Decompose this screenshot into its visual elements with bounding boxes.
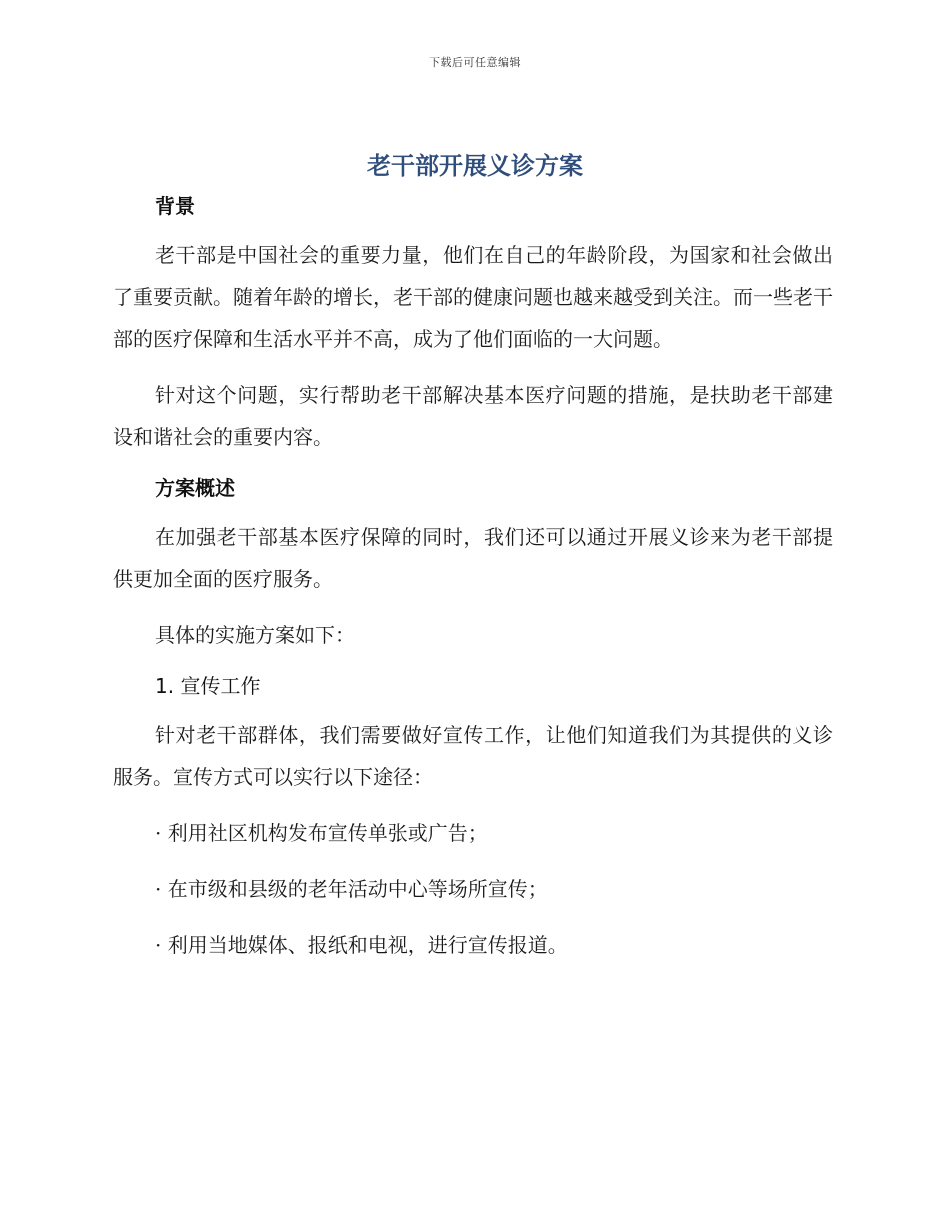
list-item: · 利用当地媒体、报纸和电视，进行宣传报道。 — [155, 933, 568, 957]
paragraph: 在加强老干部基本医疗保障的同时，我们还可以通过开展义诊来为老干部提供更加全面的医疗服务。 — [113, 525, 833, 591]
document-body — [113, 190, 833, 980]
section-heading-publicity: 1. 宣传工作 — [155, 674, 261, 698]
paragraph: 针对这个问题，实行帮助老干部解决基本医疗问题的措施，是扶助老干部建设和谐社会的重要内容。 — [113, 383, 833, 449]
paragraph: 老干部是中国社会的重要力量，他们在自己的年龄阶段，为国家和社会做出了重要贡献。随着年龄的增长，老干部的健康问题也越来越受到关注。而一些老干部的医疗保障和生活水平并不高，成为了他们面临的一大问题。 — [113, 243, 833, 351]
list-item: · 在市级和县级的老年活动中心等场所宣传； — [155, 877, 548, 901]
document-title: 老干部开展义诊方案 — [367, 152, 583, 180]
paragraph: 针对老干部群体，我们需要做好宣传工作，让他们知道我们为其提供的义诊服务。宣传方式可以实行以下途径： — [113, 723, 833, 789]
paragraph: 具体的实施方案如下： — [155, 623, 355, 647]
section-heading-background: 背景 — [155, 194, 195, 218]
page-header-note: 下载后可任意编辑 — [429, 56, 521, 69]
section-heading-overview: 方案概述 — [155, 476, 235, 500]
list-item: · 利用社区机构发布宣传单张或广告； — [155, 821, 488, 845]
